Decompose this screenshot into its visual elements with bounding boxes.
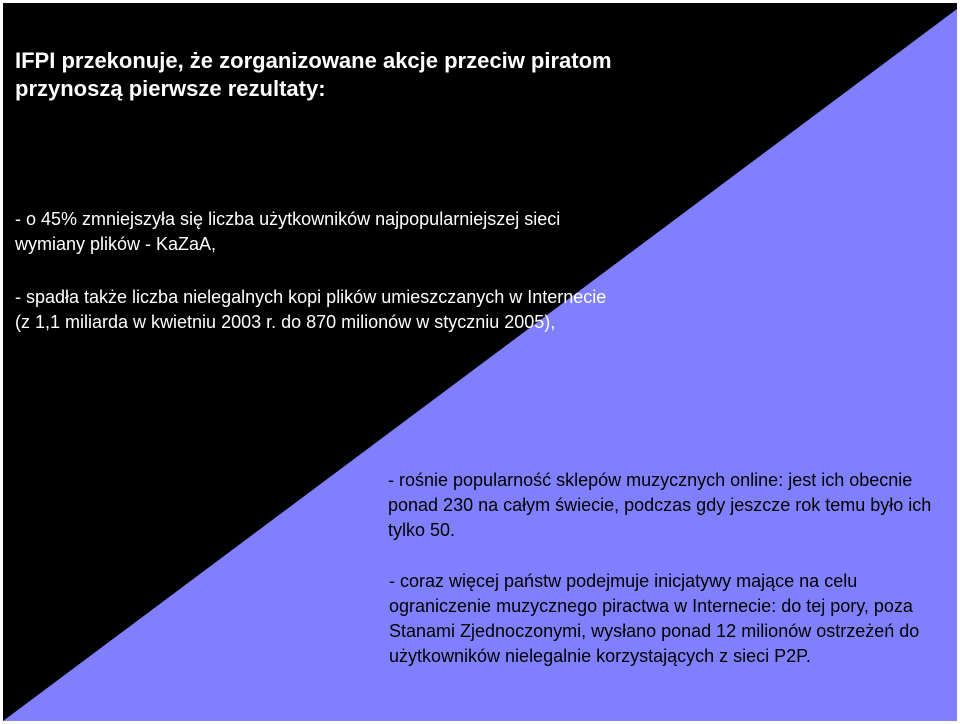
bullet-online-stores: - rośnie popularność sklepów muzycznych online: jest ich obecnie ponad 230 na całym świecie, podczas gdy jeszcze rok temu było ich tylko 50. [388, 470, 932, 540]
bullet-government-initiatives: - coraz więcej państw podejmuje inicjatywy mające na celu ograniczenie muzycznego piractwa w Internecie: do tej pory, poza Stanami Zjednoczonymi, wysłano ponad 12 milionów ostrzeżeń do użytkowników nielegalnie korzystających z sieci P2P. [389, 571, 920, 666]
slide [3, 3, 957, 721]
bullet-illegal-copies: - spadła także liczba nielegalnych kopi plików umieszczanych w Internecie (z 1,1 miliarda w kwietniu 2003 r. do 870 milionów w styczniu 2005), [15, 287, 607, 332]
slide-title: IFPI przekonuje, że zorganizowane akcje przeciw piratom przynoszą pierwsze rezultaty: [15, 48, 612, 101]
bullet-kazaa-users: - o 45% zmniejszyła się liczba użytkowników najpopularniejszej sieci wymiany plików - KaZaA, [15, 209, 561, 254]
